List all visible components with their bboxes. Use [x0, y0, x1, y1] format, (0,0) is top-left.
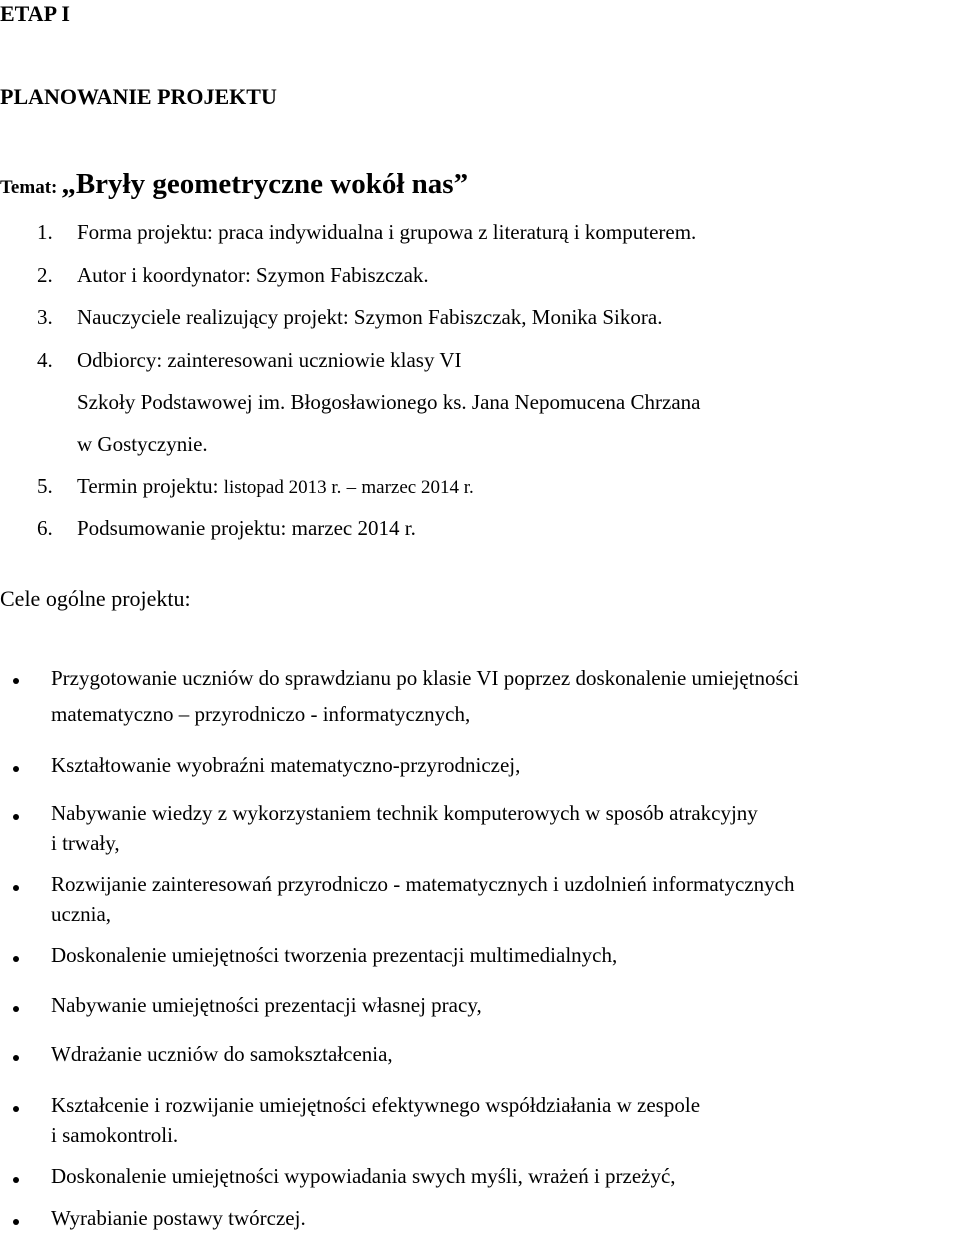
list-item-text: Odbiorcy: zainteresowani uczniowie klasy VI	[77, 348, 462, 372]
list-item-text: Autor i koordynator: Szymon Fabiszczak.	[77, 263, 429, 287]
bullet-icon	[13, 1006, 19, 1012]
bullet-icon	[13, 1055, 19, 1061]
goal-item: Kształtowanie wyobraźni matematyczno-przyrodniczej,	[51, 753, 521, 777]
bullet-icon	[13, 766, 19, 772]
theme-label: Temat:	[0, 177, 58, 198]
theme-title: „Bryły geometryczne wokół nas”	[61, 168, 469, 200]
list-item-number: 4.	[37, 348, 53, 372]
list-item-number: 2.	[37, 263, 53, 287]
bullet-icon	[13, 814, 19, 820]
list-item-text: Podsumowanie projektu: marzec 2014 r.	[77, 516, 416, 540]
goal-item: Rozwijanie zainteresowań przyrodniczo - matematycznych i uzdolnień informatycznych	[51, 872, 795, 896]
bullet-icon	[13, 1219, 19, 1225]
list-item-continuation: w Gostyczynie.	[77, 432, 208, 456]
goal-item-continuation: i trwały,	[51, 831, 120, 855]
list-item-continuation: Szkoły Podstawowej im. Błogosławionego ks. Jana Nepomucena Chrzana	[77, 390, 701, 414]
goal-item: Przygotowanie uczniów do sprawdzianu po klasie VI poprzez doskonalenie umiejętności	[51, 666, 799, 690]
term-end: marzec 2014 r.	[361, 477, 474, 498]
goal-item: Doskonalenie umiejętności wypowiadania swych myśli, wrażeń i przeżyć,	[51, 1164, 676, 1188]
page-title: PLANOWANIE PROJEKTU	[0, 84, 277, 109]
list-item-number: 1.	[37, 220, 53, 244]
list-item-text: Nauczyciele realizujący projekt: Szymon Fabiszczak, Monika Sikora.	[77, 305, 663, 329]
goal-item: Nabywanie umiejętności prezentacji własnej pracy,	[51, 993, 482, 1017]
stage-heading: ETAP I	[0, 1, 70, 26]
bullet-icon	[13, 885, 19, 891]
goals-heading: Cele ogólne projektu:	[0, 586, 191, 611]
goal-item: Wdrażanie uczniów do samokształcenia,	[51, 1042, 393, 1066]
bullet-icon	[13, 1177, 19, 1183]
bullet-icon	[13, 956, 19, 962]
theme-line	[0, 168, 468, 201]
goal-item: Doskonalenie umiejętności tworzenia prezentacji multimedialnych,	[51, 943, 618, 967]
list-item-number: 3.	[37, 305, 53, 329]
term-start: listopad 2013 r.	[223, 477, 342, 498]
list-item-number: 6.	[37, 516, 53, 540]
goal-item: Kształcenie i rozwijanie umiejętności efektywnego współdziałania w zespole	[51, 1093, 701, 1117]
list-item-text	[77, 474, 474, 499]
goal-item-continuation: i samokontroli.	[51, 1123, 179, 1147]
list-item-text: Forma projektu: praca indywidualna i grupowa z literaturą i komputerem.	[77, 220, 697, 244]
list-item-number: 5.	[37, 474, 53, 498]
goal-item: Nabywanie wiedzy z wykorzystaniem technik komputerowych w sposób atrakcyjny	[51, 801, 758, 825]
term-prefix: Termin projektu:	[77, 474, 224, 498]
bullet-icon	[13, 1106, 19, 1112]
bullet-icon	[13, 678, 19, 684]
term-dash: –	[346, 477, 357, 498]
goal-item: Wyrabianie postawy twórczej.	[51, 1206, 306, 1230]
goal-item-continuation: matematyczno – przyrodniczo - informatycznych,	[51, 702, 471, 726]
goal-item-continuation: ucznia,	[51, 902, 112, 926]
